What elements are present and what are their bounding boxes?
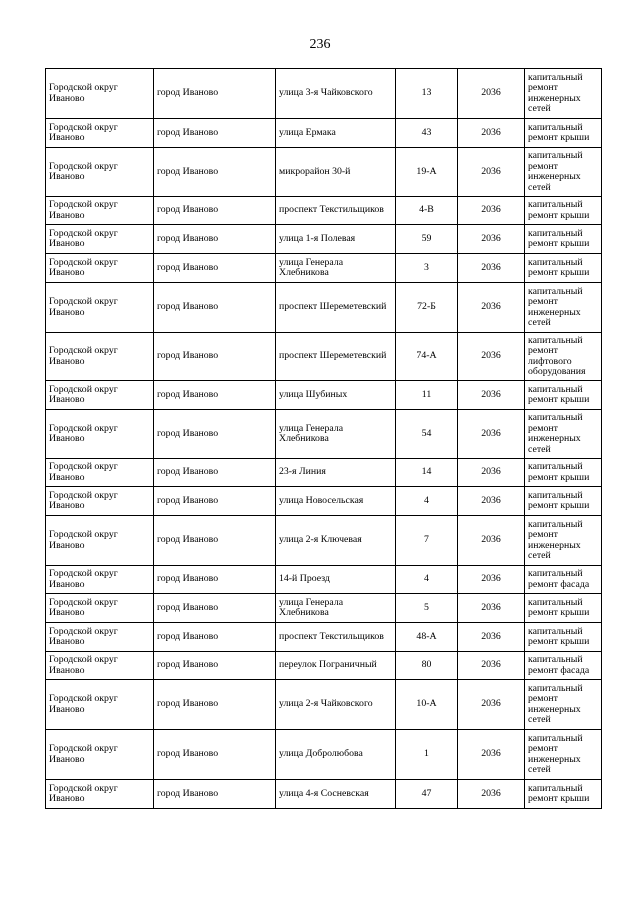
table-row [46, 594, 602, 623]
table-row [46, 225, 602, 254]
year-cell: 2036 [458, 594, 525, 623]
street-cell: проспект Шереметевский [276, 333, 396, 381]
city-cell: город Иваново [154, 283, 276, 333]
city-cell: город Иваново [154, 254, 276, 283]
house-number-cell: 4-В [396, 197, 458, 225]
street-cell: улица Шубиных [276, 381, 396, 410]
work-type-cell: капитальный ремонт инженерных сетей [525, 680, 602, 730]
house-number-cell: 59 [396, 225, 458, 254]
year-cell: 2036 [458, 516, 525, 566]
table-row [46, 69, 602, 119]
city-cell: город Иваново [154, 410, 276, 459]
year-cell: 2036 [458, 333, 525, 381]
table-row [46, 652, 602, 680]
city-cell: город Иваново [154, 730, 276, 780]
city-cell: город Иваново [154, 69, 276, 119]
work-type-cell: капитальный ремонт крыши [525, 119, 602, 148]
year-cell: 2036 [458, 730, 525, 780]
district-cell: Городской округ Иваново [46, 487, 154, 516]
district-cell: Городской округ Иваново [46, 381, 154, 410]
table-row [46, 680, 602, 730]
table-row [46, 381, 602, 410]
district-cell: Городской округ Иваново [46, 69, 154, 119]
street-cell: переулок Пограничный [276, 652, 396, 680]
house-number-cell: 14 [396, 459, 458, 487]
table-row [46, 148, 602, 197]
city-cell: город Иваново [154, 225, 276, 254]
work-type-cell: капитальный ремонт крыши [525, 487, 602, 516]
house-number-cell: 72-Б [396, 283, 458, 333]
table-row [46, 459, 602, 487]
work-type-cell: капитальный ремонт фасада [525, 652, 602, 680]
city-cell: город Иваново [154, 381, 276, 410]
house-number-cell: 47 [396, 780, 458, 809]
street-cell: улица 2-я Чайковского [276, 680, 396, 730]
table-row [46, 119, 602, 148]
district-cell: Городской округ Иваново [46, 410, 154, 459]
house-number-cell: 1 [396, 730, 458, 780]
house-number-cell: 5 [396, 594, 458, 623]
work-type-cell: капитальный ремонт крыши [525, 594, 602, 623]
work-type-cell: капитальный ремонт инженерных сетей [525, 148, 602, 197]
house-number-cell: 3 [396, 254, 458, 283]
district-cell: Городской округ Иваново [46, 730, 154, 780]
year-cell: 2036 [458, 225, 525, 254]
district-cell: Городской округ Иваново [46, 148, 154, 197]
year-cell: 2036 [458, 381, 525, 410]
district-cell: Городской округ Иваново [46, 459, 154, 487]
city-cell: город Иваново [154, 487, 276, 516]
city-cell: город Иваново [154, 566, 276, 594]
table-row [46, 730, 602, 780]
street-cell: улица Генерала Хлебникова [276, 410, 396, 459]
city-cell: город Иваново [154, 652, 276, 680]
street-cell: улица Ермака [276, 119, 396, 148]
district-cell: Городской округ Иваново [46, 780, 154, 809]
work-type-cell: капитальный ремонт крыши [525, 381, 602, 410]
street-cell: проспект Шереметевский [276, 283, 396, 333]
year-cell: 2036 [458, 197, 525, 225]
work-type-cell: капитальный ремонт крыши [525, 197, 602, 225]
city-cell: город Иваново [154, 516, 276, 566]
work-type-cell: капитальный ремонт крыши [525, 225, 602, 254]
street-cell: проспект Текстильщиков [276, 197, 396, 225]
house-number-cell: 10-А [396, 680, 458, 730]
page-number: 236 [309, 37, 331, 52]
house-number-cell: 4 [396, 566, 458, 594]
year-cell: 2036 [458, 459, 525, 487]
street-cell: 14-й Проезд [276, 566, 396, 594]
work-type-cell: капитальный ремонт инженерных сетей [525, 730, 602, 780]
district-cell: Городской округ Иваново [46, 197, 154, 225]
street-cell: улица 3-я Чайковского [276, 69, 396, 119]
street-cell: улица 4-я Сосневская [276, 780, 396, 809]
city-cell: город Иваново [154, 780, 276, 809]
district-cell: Городской округ Иваново [46, 225, 154, 254]
city-cell: город Иваново [154, 119, 276, 148]
district-cell: Городской округ Иваново [46, 119, 154, 148]
house-number-cell: 54 [396, 410, 458, 459]
house-number-cell: 43 [396, 119, 458, 148]
street-cell: улица Добролюбова [276, 730, 396, 780]
city-cell: город Иваново [154, 459, 276, 487]
district-cell: Городской округ Иваново [46, 680, 154, 730]
year-cell: 2036 [458, 623, 525, 652]
house-number-cell: 4 [396, 487, 458, 516]
table-row [46, 516, 602, 566]
street-cell: улица Генерала Хлебникова [276, 594, 396, 623]
year-cell: 2036 [458, 410, 525, 459]
work-type-cell: капитальный ремонт инженерных сетей [525, 283, 602, 333]
work-type-cell: капитальный ремонт фасада [525, 566, 602, 594]
city-cell: город Иваново [154, 623, 276, 652]
table-row [46, 623, 602, 652]
house-number-cell: 11 [396, 381, 458, 410]
table-body [46, 69, 602, 809]
house-number-cell: 80 [396, 652, 458, 680]
district-cell: Городской округ Иваново [46, 594, 154, 623]
table-row [46, 333, 602, 381]
district-cell: Городской округ Иваново [46, 254, 154, 283]
street-cell: микрорайон 30-й [276, 148, 396, 197]
year-cell: 2036 [458, 69, 525, 119]
year-cell: 2036 [458, 119, 525, 148]
table-row [46, 197, 602, 225]
district-cell: Городской округ Иваново [46, 623, 154, 652]
year-cell: 2036 [458, 566, 525, 594]
street-cell: улица 2-я Ключевая [276, 516, 396, 566]
city-cell: город Иваново [154, 148, 276, 197]
work-type-cell: капитальный ремонт крыши [525, 780, 602, 809]
street-cell: проспект Текстильщиков [276, 623, 396, 652]
work-type-cell: капитальный ремонт инженерных сетей [525, 516, 602, 566]
district-cell: Городской округ Иваново [46, 566, 154, 594]
city-cell: город Иваново [154, 680, 276, 730]
table-row [46, 780, 602, 809]
house-number-cell: 19-А [396, 148, 458, 197]
district-cell: Городской округ Иваново [46, 516, 154, 566]
street-cell: улица Генерала Хлебникова [276, 254, 396, 283]
year-cell: 2036 [458, 652, 525, 680]
table-row [46, 283, 602, 333]
table-row [46, 566, 602, 594]
district-cell: Городской округ Иваново [46, 652, 154, 680]
repair-schedule-table [45, 68, 602, 809]
year-cell: 2036 [458, 254, 525, 283]
district-cell: Городской округ Иваново [46, 333, 154, 381]
district-cell: Городской округ Иваново [46, 283, 154, 333]
table-row [46, 254, 602, 283]
year-cell: 2036 [458, 283, 525, 333]
year-cell: 2036 [458, 680, 525, 730]
table-row [46, 487, 602, 516]
house-number-cell: 48-А [396, 623, 458, 652]
street-cell: 23-я Линия [276, 459, 396, 487]
work-type-cell: капитальный ремонт инженерных сетей [525, 69, 602, 119]
work-type-cell: капитальный ремонт крыши [525, 459, 602, 487]
house-number-cell: 7 [396, 516, 458, 566]
city-cell: город Иваново [154, 594, 276, 623]
table-row [46, 410, 602, 459]
work-type-cell: капитальный ремонт крыши [525, 254, 602, 283]
street-cell: улица 1-я Полевая [276, 225, 396, 254]
year-cell: 2036 [458, 148, 525, 197]
work-type-cell: капитальный ремонт инженерных сетей [525, 410, 602, 459]
work-type-cell: капитальный ремонт лифтового оборудования [525, 333, 602, 381]
year-cell: 2036 [458, 487, 525, 516]
year-cell: 2036 [458, 780, 525, 809]
house-number-cell: 74-А [396, 333, 458, 381]
city-cell: город Иваново [154, 333, 276, 381]
city-cell: город Иваново [154, 197, 276, 225]
street-cell: улица Новосельская [276, 487, 396, 516]
house-number-cell: 13 [396, 69, 458, 119]
work-type-cell: капитальный ремонт крыши [525, 623, 602, 652]
